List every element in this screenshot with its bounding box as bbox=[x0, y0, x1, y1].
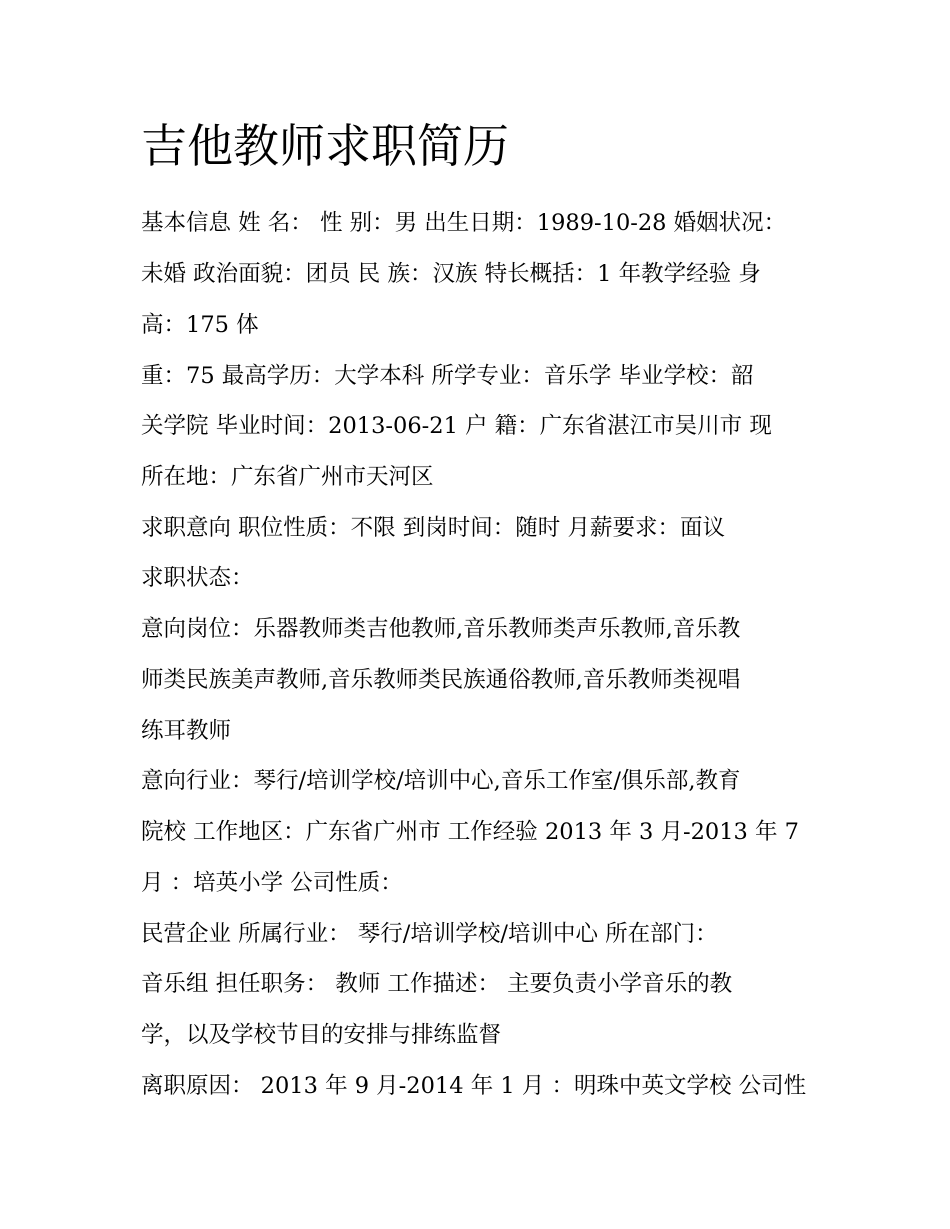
text-line-13: 院校 工作地区：广东省广州市 工作经验 2013 年 3 月-2013 年 7 bbox=[141, 819, 799, 845]
text-line-10: 师类民族美声教师,音乐教师类民族通俗教师,音乐教师类视唱 bbox=[141, 667, 741, 693]
text-line-12: 意向行业：琴行/培训学校/培训中心,音乐工作室/俱乐部,教育 bbox=[141, 768, 741, 794]
text-line-3: 高：175 体 bbox=[141, 312, 259, 338]
text-line-17: 学，以及学校节目的安排与排练监督 bbox=[141, 1022, 502, 1048]
text-line-1: 基本信息 姓 名： 性 别：男 出生日期：1989-10-28 婚姻状况： bbox=[141, 210, 787, 236]
text-line-18: 离职原因： 2013 年 9 月-2014 年 1 月 ：明珠中英文学校 公司性 bbox=[141, 1073, 807, 1099]
text-line-4: 重：75 最高学历：大学本科 所学专业：音乐学 毕业学校：韶 bbox=[141, 363, 754, 389]
text-line-14: 月 ：培英小学 公司性质： bbox=[141, 870, 403, 896]
text-line-2: 未婚 政治面貌：团员 民 族：汉族 特长概括：1 年教学经验 身 bbox=[141, 261, 761, 287]
text-line-6: 所在地：广东省广州市天河区 bbox=[141, 464, 434, 490]
text-line-7: 求职意向 职位性质：不限 到岗时间：随时 月薪要求：面议 bbox=[141, 515, 725, 541]
text-line-8: 求职状态： bbox=[141, 565, 254, 591]
text-line-11: 练耳教师 bbox=[141, 718, 232, 744]
text-line-15: 民营企业 所属行业： 琴行/培训学校/培训中心 所在部门： bbox=[141, 921, 718, 947]
page-title: 吉他教师求职简历 bbox=[141, 119, 509, 173]
text-line-16: 音乐组 担任职务： 教师 工作描述： 主要负责小学音乐的教 bbox=[141, 971, 733, 997]
text-line-5: 关学院 毕业时间：2013-06-21 户 籍：广东省湛江市吴川市 现 bbox=[141, 413, 772, 439]
text-line-9: 意向岗位：乐器教师类吉他教师,音乐教师类声乐教师,音乐教 bbox=[141, 616, 741, 642]
